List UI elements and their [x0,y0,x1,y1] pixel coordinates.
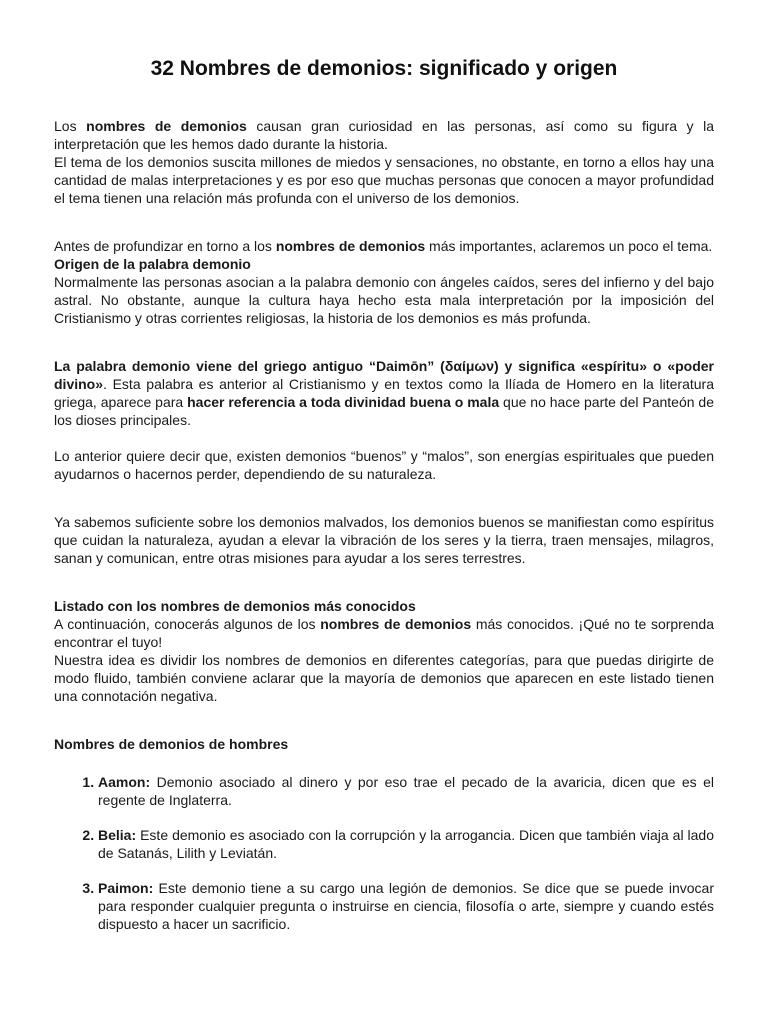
demon-name: Belia: [98,827,137,843]
listing-heading [54,597,714,615]
text-span: . Esta palabra es anterior al Cristianismo y en textos como la Ilíada de Homero en la literatura griega, aparece para [54,376,714,410]
bold-text: nombres de demonios [275,238,426,254]
demon-list [54,773,714,933]
text-span: que no hace parte del Panteón de los dioses principales. [54,394,715,428]
demon-description: Este demonio es asociado con la corrupción y la arrogancia. Dicen que también viaja al lado de Satanás, Lilith y Leviatán. [98,827,714,861]
page-title: 32 Nombres de demonios: significado y origen [150,57,618,80]
bold-text: hacer referencia a toda divinidad buena o mala [187,394,500,410]
demon-name: Paimon: [98,880,154,896]
listing-paragraph-1 [54,615,714,651]
before-paragraph [54,237,714,255]
origin-paragraph-1: Normalmente las personas asocian a la palabra demonio con ángeles caídos, seres del infierno y del bajo astral. No obstante, aunque la cultura haya hecho esta mala interpretación por la imposición del Cristianismo y otras corrientes religiosas, la historia de los demonios es más profunda. [54,274,714,326]
text-span: Antes de profundizar en torno a los [54,238,276,254]
men-heading [54,735,714,753]
origin-paragraph-4: Ya sabemos suficiente sobre los demonios malvados, los demonios buenos se manifiestan como espíritus que cuidan la naturaleza, ayudan a elevar la vibración de los seres y la tierra, traen mensajes, milagros, sanan y comunican, entre otras misiones para ayudar a los seres terrestres. [54,514,714,566]
intro-paragraph-2: El tema de los demonios suscita millones de miedos y sensaciones, no obstante, en torno a ellos hay una cantidad de malas interpretaciones y es por eso que muchas personas que conocen a mayor profundidad el tema tienen una relación más profunda con el universo de los demonios. [54,154,714,206]
origin-paragraph-3: Lo anterior quiere decir que, existen demonios “buenos” y “malos”, son energías espirituales que pueden ayudarnos o hacernos perder, dependiendo de su naturaleza. [54,448,714,482]
bold-text: La palabra demonio viene del griego antiguo “Daimōn” (δαίμων) y significa «espíritu» o «poder divino» [54,358,714,392]
list-item [98,879,714,933]
demon-name: Aamon: [98,774,151,790]
text-span: A continuación, conocerás algunos de los [54,616,321,632]
text-span: más importantes, aclaremos un poco el tema. [425,238,713,254]
origin-heading [54,255,714,273]
origin-paragraph-2 [54,357,714,429]
text-span: Los [54,118,87,134]
section-heading: Origen de la palabra demonio [54,256,251,272]
list-item [98,826,714,862]
intro-paragraph-1 [54,117,714,153]
demon-description: Este demonio tiene a su cargo una legión de demonios. Se dice que se puede invocar para responder cualquier pregunta o instruirse en ciencia, filosofía o arte, siempre y cuando estés dispuesto a hacer un sacrificio. [98,880,714,932]
bold-text: nombres de demonios [86,118,247,134]
section-heading: Listado con los nombres de demonios más conocidos [54,598,416,614]
section-heading: Nombres de demonios de hombres [54,736,289,752]
demon-description: Demonio asociado al dinero y por eso trae el pecado de la avaricia, dicen que es el regente de Inglaterra. [98,774,714,808]
text-span: causan gran curiosidad en las personas, así como su figura y la interpretación que les hemos dado durante la historia. [54,118,715,152]
text-span: más conocidos. ¡Qué no te sorprenda encontrar el tuyo! [54,616,714,650]
bold-text: nombres de demonios [320,616,472,632]
list-item [98,773,714,809]
listing-paragraph-2: Nuestra idea es dividir los nombres de demonios en diferentes categorías, para que puedas dirigirte de modo fluido, también conviene aclarar que la mayoría de demonios que aparecen en este listado tienen una connotación negativa. [54,652,714,704]
